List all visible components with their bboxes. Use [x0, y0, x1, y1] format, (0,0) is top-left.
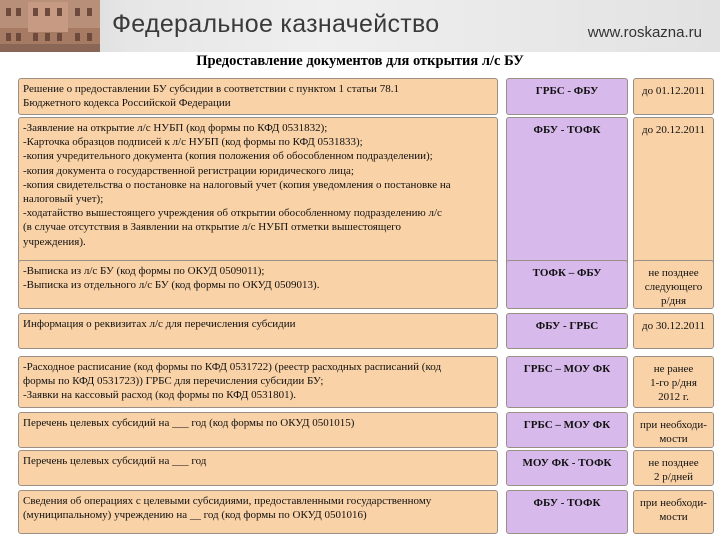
table-row — [18, 313, 714, 349]
deadline-line: при необходи- — [640, 497, 707, 509]
page-title: Предоставление документов для открытия л/с БУ — [196, 53, 524, 69]
document-line: (муниципальному) учреждению на __ год (код формы по ОКУД 0501016) — [23, 509, 367, 522]
deadline-cell — [633, 78, 714, 115]
table-row — [18, 450, 714, 486]
document-line: Перечень целевых субсидий на ___ год (код формы по ОКУД 0501015) — [23, 417, 355, 429]
deadline-cell — [633, 490, 714, 534]
document-description-cell — [18, 356, 498, 408]
document-line: Информация о реквизитах л/с для перечисления субсидии — [23, 318, 296, 330]
document-description-cell — [18, 313, 498, 349]
participants-cell: ФБУ - ГРБС — [506, 313, 628, 349]
table-row — [18, 260, 714, 309]
treasury-building-image — [0, 0, 100, 52]
participants-cell: ГРБС - ФБУ — [506, 78, 628, 115]
deadline-line: мости — [659, 433, 688, 446]
document-description-cell — [18, 78, 498, 115]
document-line: учреждения). — [23, 235, 86, 248]
deadline-line: до 01.12.2011 — [642, 85, 705, 97]
document-line: -копия свидетельства о постановке на налоговый учет (копия уведомления о постановке на — [23, 178, 451, 191]
deadline-line: 2 р/дней — [653, 471, 694, 484]
deadline-line: не позднее — [648, 267, 699, 279]
document-description-cell — [18, 412, 498, 448]
deadline-cell — [633, 450, 714, 486]
document-line: -Заявки на кассовый расход (код формы по КФД 0531801). — [23, 389, 297, 402]
deadline-cell — [633, 356, 714, 408]
table-row — [18, 490, 714, 534]
site-url[interactable]: www.roskazna.ru — [587, 24, 702, 41]
document-description-cell — [18, 490, 498, 534]
document-line: -Выписка из л/с БУ (код формы по ОКУД 0509011); — [23, 265, 265, 277]
table-row — [18, 78, 714, 115]
document-line: Бюджетного кодекса Российской Федерации — [23, 97, 231, 110]
document-line: (в случае отсутствия в Заявлении на открытие л/с НУБП отметки вышестоящего — [23, 221, 401, 234]
deadline-line: мости — [659, 511, 688, 524]
participants-cell: ФБУ - ТОФК — [506, 490, 628, 534]
deadline-line: не позднее — [648, 457, 699, 469]
participants-cell: ТОФК – ФБУ — [506, 260, 628, 309]
participants-cell: ГРБС – МОУ ФК — [506, 356, 628, 408]
deadline-line: 1-го р/дня — [650, 377, 697, 390]
document-line: -Карточка образцов подписей к л/с НУБП (код формы по КФД 0531833); — [23, 136, 363, 149]
document-line: налоговый учет); — [23, 193, 104, 206]
brand-title: Федеральное казначейство — [112, 10, 440, 38]
table-row — [18, 412, 714, 448]
deadline-line: следующего — [644, 281, 703, 294]
deadline-line: при необходи- — [640, 419, 707, 431]
document-description-cell — [18, 260, 498, 309]
participants-cell: ГРБС – МОУ ФК — [506, 412, 628, 448]
document-description-cell — [18, 450, 498, 486]
document-line: -ходатайство вышестоящего учреждения об открытии обособленному подразделению л/с — [23, 207, 442, 220]
document-line: Перечень целевых субсидий на ___ год — [23, 455, 207, 467]
document-line: -Заявление на открытие л/с НУБП (код формы по КФД 0531832); — [23, 122, 328, 134]
deadline-cell — [633, 313, 714, 349]
document-line: Сведения об операциях с целевыми субсидиями, предоставленными государственному — [23, 495, 432, 507]
deadline-cell — [633, 412, 714, 448]
document-line: -Расходное расписание (код формы по КФД 0531722) (реестр расходных расписаний (код — [23, 361, 442, 373]
deadline-line: р/дня — [660, 295, 687, 308]
deadline-cell — [633, 260, 714, 309]
participants-cell: МОУ ФК - ТОФК — [506, 450, 628, 486]
document-line: -копия документа о государственной регистрации юридического лица; — [23, 164, 354, 177]
deadline-line: не ранее — [653, 363, 694, 375]
document-line: формы по КФД 0531723)) ГРБС для перечисления субсидии БУ; — [23, 375, 324, 388]
document-line: Решение о предоставлении БУ субсидии в соответствии с пунктом 1 статьи 78.1 — [23, 83, 399, 95]
deadline-line: до 30.12.2011 — [642, 320, 705, 332]
deadline-line: до 20.12.2011 — [642, 124, 705, 136]
document-line: -копия учредительного документа (копия положения об обособленном подразделении); — [23, 150, 433, 163]
table-row — [18, 356, 714, 408]
deadline-line: 2012 г. — [658, 391, 689, 404]
document-line: -Выписка из отдельного л/с БУ (код формы по ОКУД 0509013). — [23, 279, 320, 292]
participants-cell: ФБУ - ТОФК — [506, 117, 628, 291]
header-banner — [0, 0, 720, 52]
